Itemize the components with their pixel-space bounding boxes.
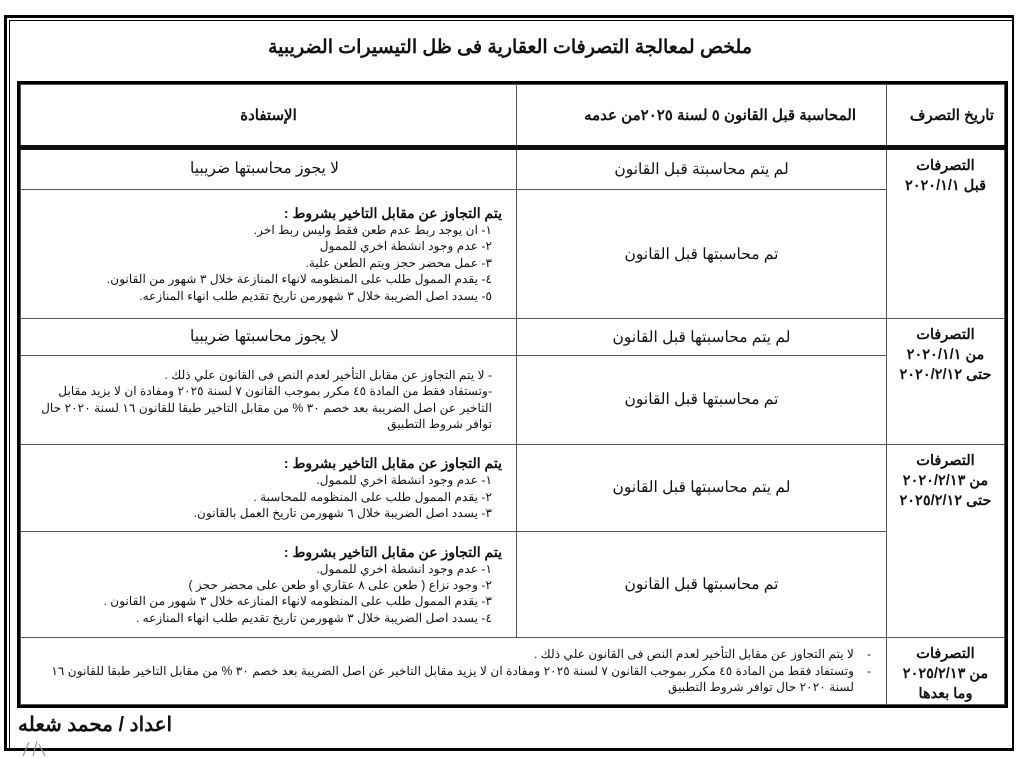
benefit-cell: [21, 148, 517, 190]
benefit-item: [27, 663, 876, 696]
benefit-heading: يتم التجاوز عن مقابل التاخير بشروط :: [283, 455, 502, 472]
benefit-text: لا يجوز محاسبتها ضريبيا: [190, 327, 339, 345]
benefit-item: ٥- يسدد اصل الضريبة خلال ٣ شهورمن تاريخ تقديم طلب انهاء المنازعه.: [139, 288, 492, 303]
date-line: التصرفات: [916, 645, 975, 662]
accounting-cell: لم يتم محاسبتة قبل القانون: [517, 148, 887, 190]
bullet: -: [866, 663, 872, 678]
header-accounting: المحاسبة قبل القانون ٥ لسنة ٢٠٢٥من عدمه: [517, 85, 887, 148]
benefit-item: ٣- عمل محضر حجز ويتم الطعن علية.: [305, 255, 492, 270]
benefit-item: - لا يتم التجاوز عن مقابل التأخير لعدم النص فى القانون علي ذلك .: [164, 368, 492, 383]
benefit-text: لا يجوز محاسبتها ضريبيا: [190, 160, 339, 178]
benefit-item-text: وتستفاد فقط من المادة ٤٥ مكرر بموجب القانون ٧ لسنة ٢٠٢٥ ومفادة ان لا يزيد مقابل التاخير عن اصل الضريبة بعد خصم ٣٠ % من مقابل التاخير طبقا للقانون ١٦ لسنة ٢٠٢٠ حال توافر شروط التطبيق: [51, 663, 854, 694]
benefit-item: ٤- يسدد اصل الضريبة خلال ٣ شهورمن تاريخ تقديم طلب انهاء المنازعه .: [135, 610, 492, 625]
table-row: [21, 444, 1005, 531]
benefit-cell: [21, 318, 517, 355]
benefit-heading: يتم التجاوز عن مقابل التاخير بشروط :: [283, 205, 502, 222]
date-cell: [887, 318, 1005, 444]
benefit-item: ٢- يقدم الممول طلب على المنظومه للمحاسبة .: [253, 489, 492, 504]
benefit-item: ٤- يقدم الممول طلب على المنظومه لانهاء المنازعة خلال ٣ شهور من القانون.: [106, 272, 492, 287]
date-cell: [887, 148, 1005, 319]
benefit-item-text: لا يتم التجاوز عن مقابل التأخير لعدم النص فى القانون علي ذلك .: [533, 647, 854, 662]
benefit-item: ٢- عدم وجود انشطة اخري للممول: [319, 239, 492, 254]
header-benefit: الإستفادة: [21, 85, 517, 148]
merged-benefit-cell: [21, 637, 887, 704]
date-cell: [887, 444, 1005, 637]
accounting-cell: تم محاسبتها قبل القانون: [517, 532, 887, 638]
date-cell: [887, 637, 1005, 704]
benefit-heading: يتم التجاوز عن مقابل التاخير بشروط :: [283, 543, 502, 560]
table-row: [21, 532, 1005, 638]
benefit-item: ٣- يقدم الممول طلب على المنظومه لانهاء المنازعه خلال ٣ شهور من القانون .: [103, 594, 492, 609]
accounting-cell: لم يتم محاسبتها قبل القانون: [517, 318, 887, 355]
benefit-list: [27, 646, 876, 695]
date-line: حتى ٢٠٢٠/٢/١٢: [899, 366, 992, 383]
date-line: حتى ٢٠٢٥/٢/١٢: [899, 492, 992, 509]
benefit-cell: [21, 444, 517, 531]
benefit-item: [27, 646, 876, 662]
benefit-item: ١- ان يوجد ربط عدم طعن فقط وليس ربط اخر.: [253, 223, 492, 238]
accounting-cell: تم محاسبتها قبل القانون: [517, 190, 887, 319]
header-date: تاريخ التصرف: [887, 85, 1005, 148]
benefit-cell: [21, 532, 517, 638]
date-line: من ٢٠٢٠/٢/١٣: [902, 472, 989, 489]
table-row: [21, 148, 1005, 190]
table-row: [21, 318, 1005, 355]
document-title: ملخص لمعالجة التصرفات العقارية فى ظل التيسيرات الضريبية: [268, 37, 752, 58]
summary-table: [20, 84, 1005, 705]
benefit-cell: [21, 190, 517, 319]
date-line: وما بعدها: [918, 685, 973, 702]
benefit-item: ٣- يسدد اصل الضريبة خلال ٦ شهورمن تاريخ العمل بالقانون.: [193, 506, 492, 520]
bullet: -: [866, 647, 872, 662]
accounting-cell: تم محاسبتها قبل القانون: [517, 356, 887, 444]
accounting-cell: لم يتم محاسبتها قبل القانون: [517, 444, 887, 531]
benefit-item: ٢- وجود نزاع ( طعن على ٨ عقاري او طعن على محضر حجز ): [188, 577, 492, 592]
benefit-item: -وتستفاد فقط من المادة ٤٥ مكرر بموجب القانون ٧ لسنة ٢٠٢٥ ومفادة ان لا يزيد مقابل التاخير عن اصل الضريبة بعد خصم ٣٠ % من مقابل التاخير طبقا للقانون ١٦ لسنة ٢٠٢٠ حال توافر شروط التطبيق: [41, 384, 492, 432]
table-row: [21, 356, 1005, 444]
table-header-row: [21, 85, 1005, 148]
summary-table-container: [17, 81, 1008, 708]
author-credit: اعداد / محمد شعله: [18, 714, 173, 736]
table-row: [21, 637, 1005, 704]
benefit-item: ١- عدم وجود انشطة اخري للممول.: [316, 473, 492, 488]
date-line: التصرفات: [916, 158, 975, 174]
benefit-cell: [21, 356, 517, 444]
date-line: قبل ٢٠٢٠/١/١: [904, 178, 987, 194]
date-line: من ٢٠٢٠/١/١: [906, 346, 985, 363]
date-line: التصرفات: [916, 452, 975, 469]
signature-mark: [15, 738, 55, 758]
date-line: التصرفات: [916, 326, 975, 343]
benefit-item: ١- عدم وجود انشطة اخري للممول.: [316, 561, 492, 576]
date-line: من ٢٠٢٥/٢/١٣: [902, 665, 989, 682]
table-row: [21, 190, 1005, 319]
